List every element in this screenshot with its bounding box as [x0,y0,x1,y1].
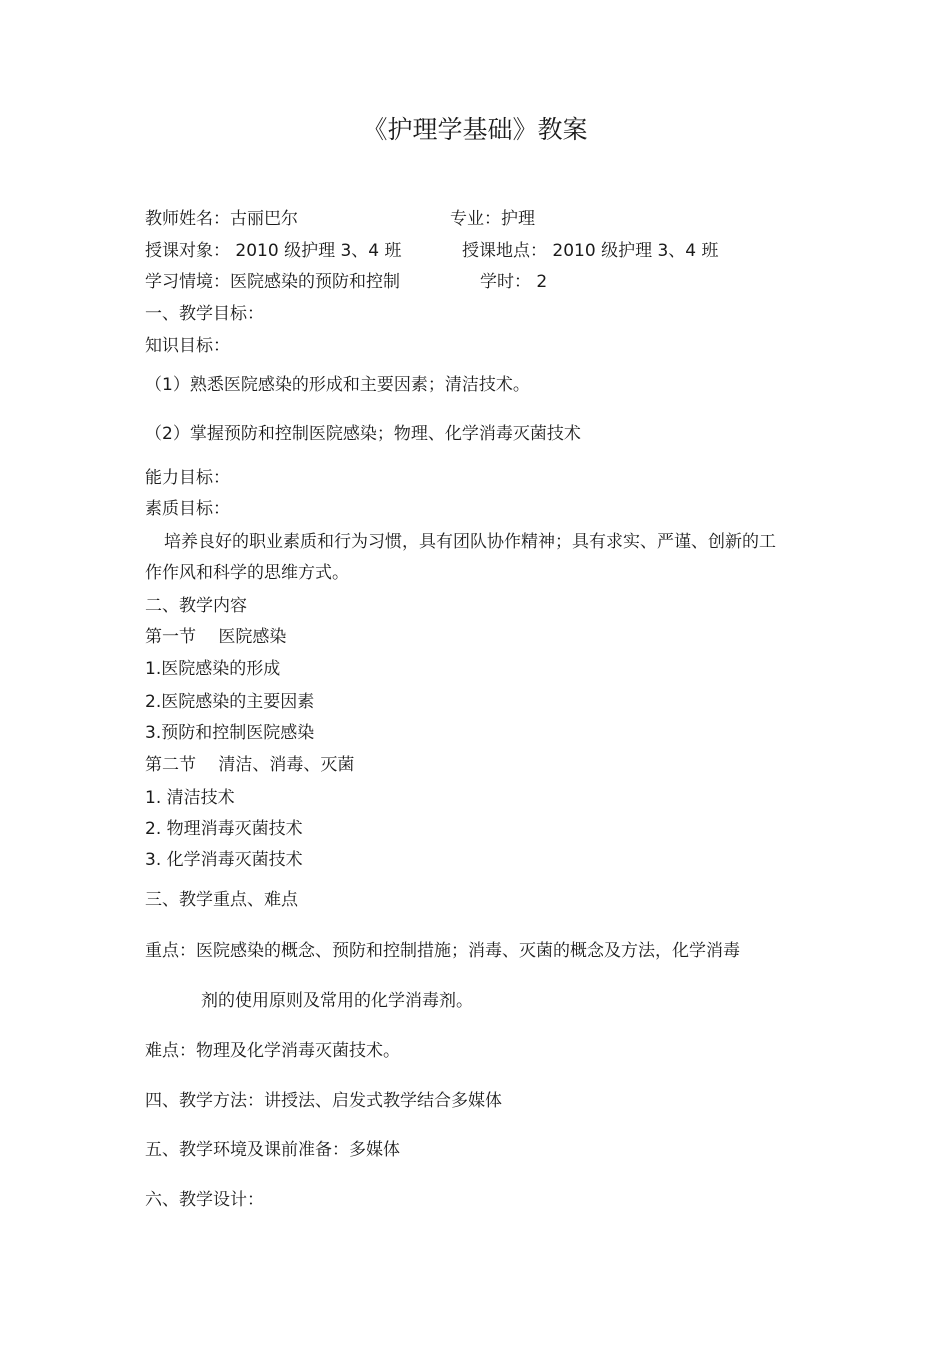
major: 专业：护理 [450,209,535,229]
class-hours: 学时： 2 [480,272,548,292]
knowledge-item: （1）熟悉医院感染的形成和主要因素；清洁技术。 [145,375,530,395]
learning-situation: 学习情境：医院感染的预防和控制 [145,272,400,292]
content-heading: 二、教学内容 [145,596,247,616]
teaching-methods: 四、教学方法：讲授法、启发式教学结合多媒体 [145,1091,502,1111]
section-title: 第一节 医院感染 [145,627,287,647]
teaching-environment: 五、教学环境及课前准备：多媒体 [145,1140,400,1160]
audience: 授课对象： 2010 级护理 3、4 班 [145,241,402,261]
list-item: 1. 清洁技术 [145,788,235,808]
knowledge-objectives-heading: 知识目标： [145,336,230,356]
knowledge-item: （2）掌握预防和控制医院感染；物理、化学消毒灭菌技术 [145,424,581,444]
section-title: 第二节 清洁、消毒、灭菌 [145,755,355,775]
location: 授课地点： 2010 级护理 3、4 班 [462,241,719,261]
key-points-heading: 三、教学重点、难点 [145,890,298,910]
quality-objectives-heading: 素质目标： [145,499,230,519]
teacher-name: 教师姓名：古丽巴尔 [145,209,298,229]
list-item: 3. 化学消毒灭菌技术 [145,850,303,870]
ability-objectives-heading: 能力目标： [145,468,230,488]
objectives-heading: 一、教学目标： [145,304,264,324]
list-item: 1.医院感染的形成 [145,659,281,679]
list-item: 2.医院感染的主要因素 [145,692,315,712]
list-item: 2. 物理消毒灭菌技术 [145,819,303,839]
quality-objectives-text: 培养良好的职业素质和行为习惯，具有团队协作精神；具有求实、严谨、创新的工作作风和科学的思维方式。 [145,532,776,583]
key-points-line: 重点：医院感染的概念、预防和控制措施；消毒、灭菌的概念及方法，化学消毒 [145,941,740,961]
list-item: 3.预防和控制医院感染 [145,723,315,743]
difficult-points: 难点：物理及化学消毒灭菌技术。 [145,1041,400,1061]
document-title: 《护理学基础》教案 [362,115,588,144]
teaching-design-heading: 六、教学设计： [145,1190,264,1210]
key-points-line: 剂的使用原则及常用的化学消毒剂。 [201,991,473,1011]
